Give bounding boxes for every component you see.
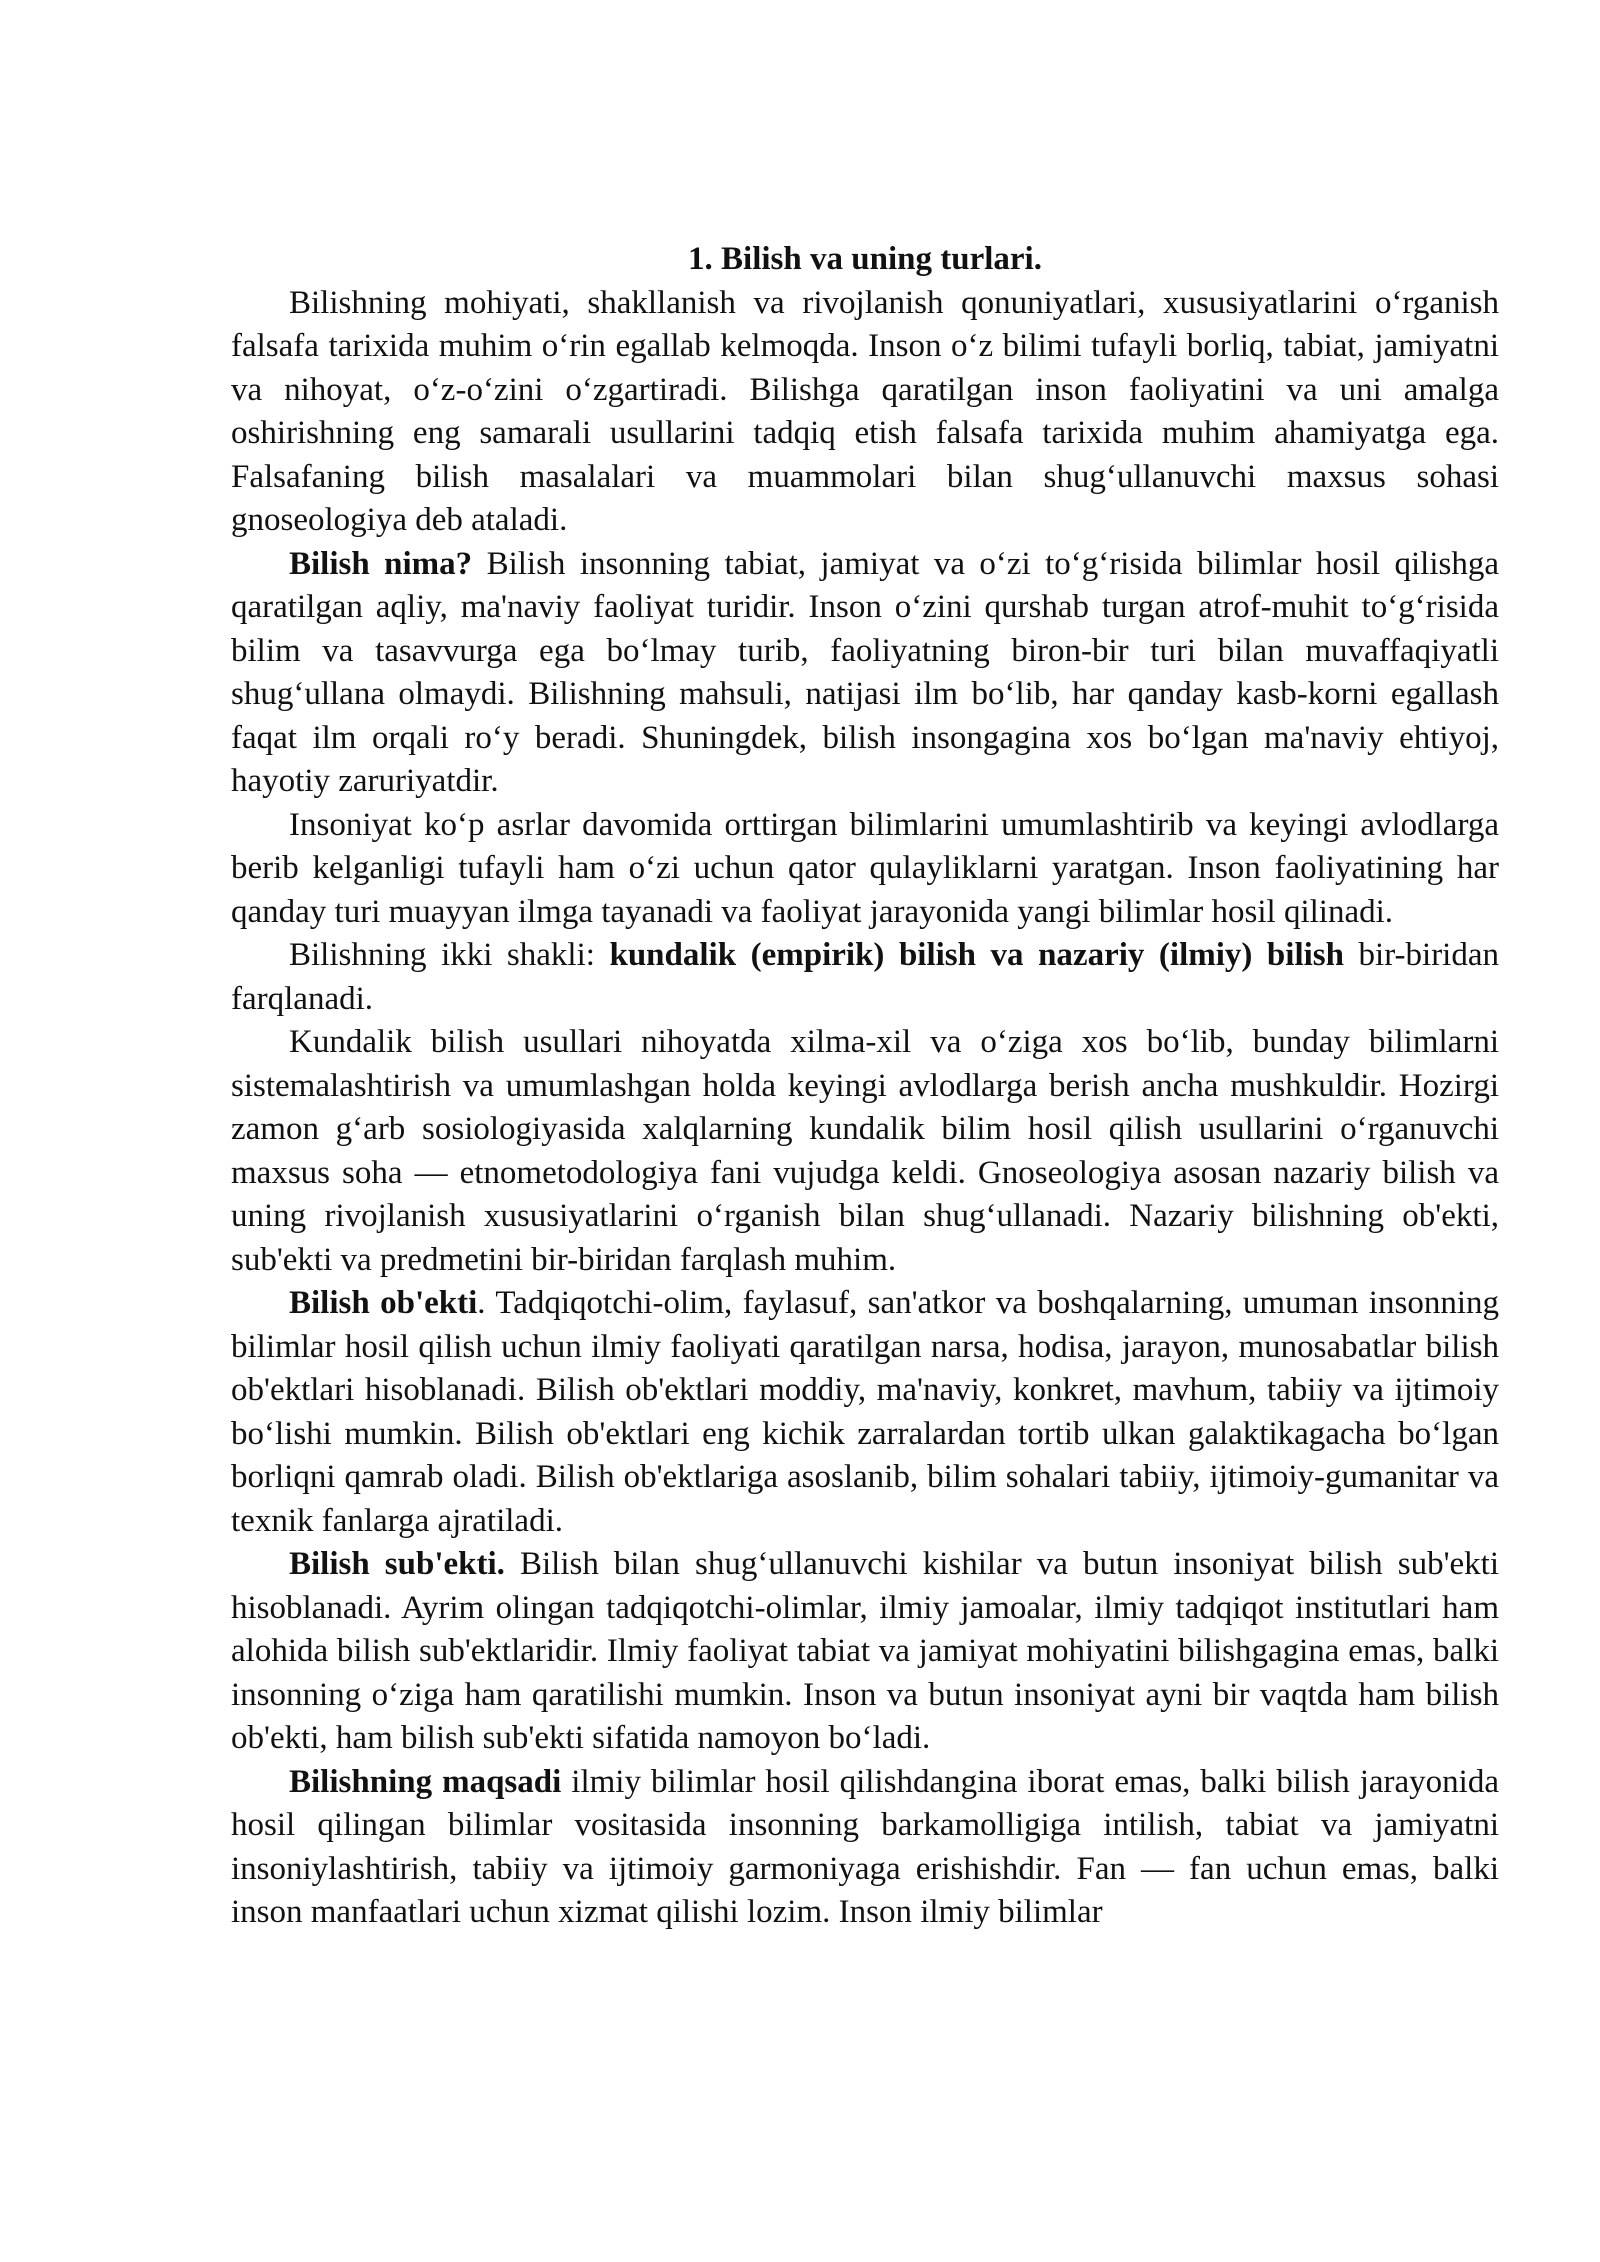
paragraph-lead: Bilishning maqsadi xyxy=(289,1763,562,1800)
paragraph-text: . Tadqiqotchi-olim, faylasuf, san'atkor va boshqalarning, umuman insonning bilimlar hosil qilish uchun ilmiy faoliyati qaratilgan narsa, hodisa, jarayon, munosabatlar bilish ob'ektlari hisoblanadi. Bilish ob'ektlari moddiy, ma'naviy, konkret, mavhum, tabiiy va ijtimoiy bo‘lishi mumkin. Bilish ob'ektlari eng kichik zarralardan tortib ulkan galaktikagacha bo‘lgan borliqni qamrab oladi. Bilish ob'ektlariga asoslanib, bilim sohalari tabiiy, ijtimoiy-gumanitar va texnik fanlarga ajratiladi. xyxy=(231,1285,1499,1539)
paragraph-text: Kundalik bilish usullari nihoyatda xilma-xil va o‘ziga xos bo‘lib, bunday bilimlarni sistemalashtirish va umumlashgan holda keyingi avlodlarga berish ancha mushkuldir. Hozirgi zamon g‘arb sosiologiyasida xalqlarning kundalik bilim hosil qilish usullarini o‘rganuvchi maxsus soha — etnometodologiya fani vujudga keldi. Gnoseologiya asosan nazariy bilish va uning rivojlanish xususiyatlarini o‘rganish bilan shug‘ullanadi. Nazariy bilishning ob'ekti, sub'ekti va predmetini bir-biridan farqlash muhim. xyxy=(231,1024,1499,1278)
paragraph-bilish-maqsadi xyxy=(231,1761,1499,1935)
paragraph-text-post: bir-biridan farqlanadi. xyxy=(231,937,1499,1017)
paragraph-ikki-shakli xyxy=(231,934,1499,1021)
document-page xyxy=(231,238,1499,1935)
paragraph-bilish-obekti xyxy=(231,1282,1499,1543)
paragraph-text-pre: Bilishning ikki shakli: xyxy=(289,937,610,973)
paragraph-text: Insoniyat ko‘p asrlar davomida orttirgan bilimlarini umumlashtirib va keyingi avlodlarga berib kelganligi tufayli ham o‘zi uchun qator qulayliklarni yaratgan. Inson faoliyatining har qanday turi muayyan ilmga tayanadi va faoliyat jarayonida yangi bilimlar hosil qilinadi. xyxy=(231,806,1499,930)
paragraph-kundalik xyxy=(231,1021,1499,1282)
paragraph-bilish-subekti xyxy=(231,1543,1499,1761)
paragraph-lead: Bilish ob'ekti xyxy=(289,1285,478,1321)
paragraph-lead: Bilish sub'ekti. xyxy=(289,1546,505,1582)
paragraph-bilish-nima xyxy=(231,543,1499,804)
paragraph-insoniyat xyxy=(231,804,1499,935)
paragraph-text: Bilish bilan shug‘ullanuvchi kishilar va butun insoniyat bilish sub'ekti hisoblanadi. Ayrim olingan tadqiqotchi-olimlar, ilmiy jamoalar, ilmiy tadqiqot institutlari ham alohida bilish sub'ektlaridir. Ilmiy faoliyat tabiat va jamiyat mohiyatini bilishgagina emas, balki insonning o‘ziga ham qaratilishi mumkin. Inson va butun insoniyat ayni bir vaqtda ham bilish ob'ekti, ham bilish sub'ekti sifatida namoyon bo‘ladi. xyxy=(231,1546,1499,1756)
paragraph-emphasis: kundalik (empirik) bilish va nazariy (ilmiy) bilish xyxy=(609,937,1344,973)
paragraph-lead: Bilish nima? xyxy=(289,545,473,582)
paragraph-text: ilmiy bilimlar hosil qilishdangina iborat emas, balki bilish jarayonida hosil qilingan bilimlar vositasida insonning barkamolligiga intilish, tabiat va jamiyatni insoniylashtirish, tabiiy va ijtimoiy garmoniyaga erishishdir. Fan — fan uchun emas, balki inson manfaatlari uchun xizmat qilishi lozim. Inson ilmiy bilimlar xyxy=(231,1763,1499,1930)
paragraph-intro xyxy=(231,282,1499,543)
section-title: 1. Bilish va uning turlari. xyxy=(688,241,1042,277)
paragraph-text: Bilishning mohiyati, shakllanish va rivojlanish qonuniyatlari, xususiyatlarini o‘rganish falsafa tarixida muhim o‘rin egallab kelmoqda. Inson o‘z bilimi tufayli borliq, tabiat, jamiyatni va nihoyat, o‘z-o‘zini o‘zgartiradi. Bilishga qaratilgan inson faoliyatini va uni amalga oshirishning eng samarali usullarini tadqiq etish falsafa tarixida muhim ahamiyatga ega. Falsafaning bilish masalalari va muammolari bilan shug‘ullanuvchi maxsus sohasi gnoseologiya deb ataladi. xyxy=(231,284,1499,538)
paragraph-text: Bilish insonning tabiat, jamiyat va o‘zi to‘g‘risida bilimlar hosil qilishga qaratilgan aqliy, ma'naviy faoliyat turidir. Inson o‘zini qurshab turgan atrof-muhit to‘g‘risida bilim va tasavvurga ega bo‘lmay turib, faoliyatning biron-bir turi bilan muvaffaqiyatli shug‘ullana olmaydi. Bilishning mahsuli, natijasi ilm bo‘lib, har qanday kasb-korni egallash faqat ilm orqali ro‘y beradi. Shuningdek, bilish insongagina xos bo‘lgan ma'naviy ehtiyoj, hayotiy zaruriyatdir. xyxy=(231,545,1499,799)
